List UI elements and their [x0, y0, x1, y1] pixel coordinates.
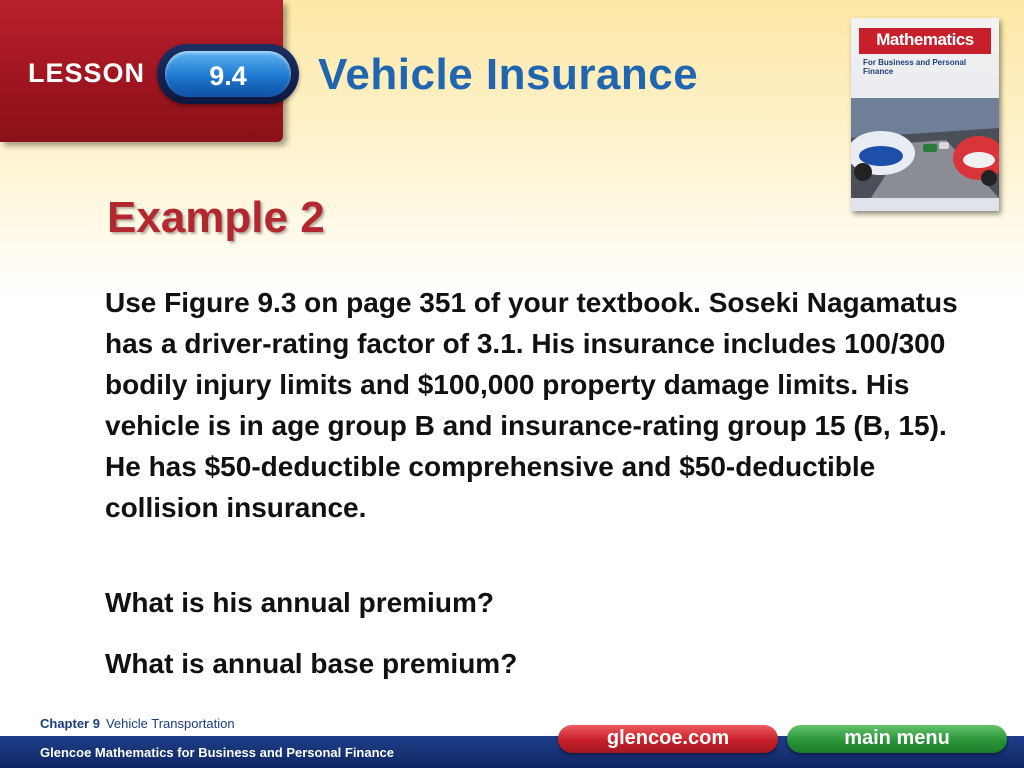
lesson-number-badge-inner — [165, 51, 291, 97]
problem-statement: Use Figure 9.3 on page 351 of your textbook. Soseki Nagamatus has a driver-rating factor of 3.1. His insurance includes 100/300 bodily injury limits and $100,000 property damage limits. His vehicle is in age group B and insurance-rating group 15 (B, 15). He has $50-deductible comprehensive and $50-deductible collision insurance. — [105, 287, 958, 523]
book-subtitle: For Business and Personal Finance — [863, 58, 967, 76]
lesson-number: 9.4 — [209, 61, 247, 91]
chapter-title: Vehicle Transportation — [105, 716, 235, 731]
course-title: Glencoe Mathematics for Business and Personal Finance — [40, 745, 394, 760]
glencoe-link-button[interactable]: glencoe.com — [558, 725, 778, 753]
lesson-title: Vehicle Insurance — [318, 50, 699, 99]
main-menu-button[interactable]: main menu — [787, 725, 1007, 753]
example-heading: Example 2 — [107, 193, 325, 242]
question-annual-premium: What is his annual premium? — [105, 587, 494, 618]
book-title: Mathematics — [876, 30, 974, 49]
textbook-cover-image — [851, 18, 999, 211]
lesson-number-badge — [157, 44, 299, 104]
lesson-label: LESSON — [28, 58, 146, 88]
chapter-label: Chapter 9 — [40, 716, 100, 731]
chapter-info — [40, 716, 235, 731]
book-title-bar — [859, 28, 991, 54]
question-base-premium: What is annual base premium? — [105, 648, 518, 679]
race-car-illustration — [851, 98, 999, 198]
